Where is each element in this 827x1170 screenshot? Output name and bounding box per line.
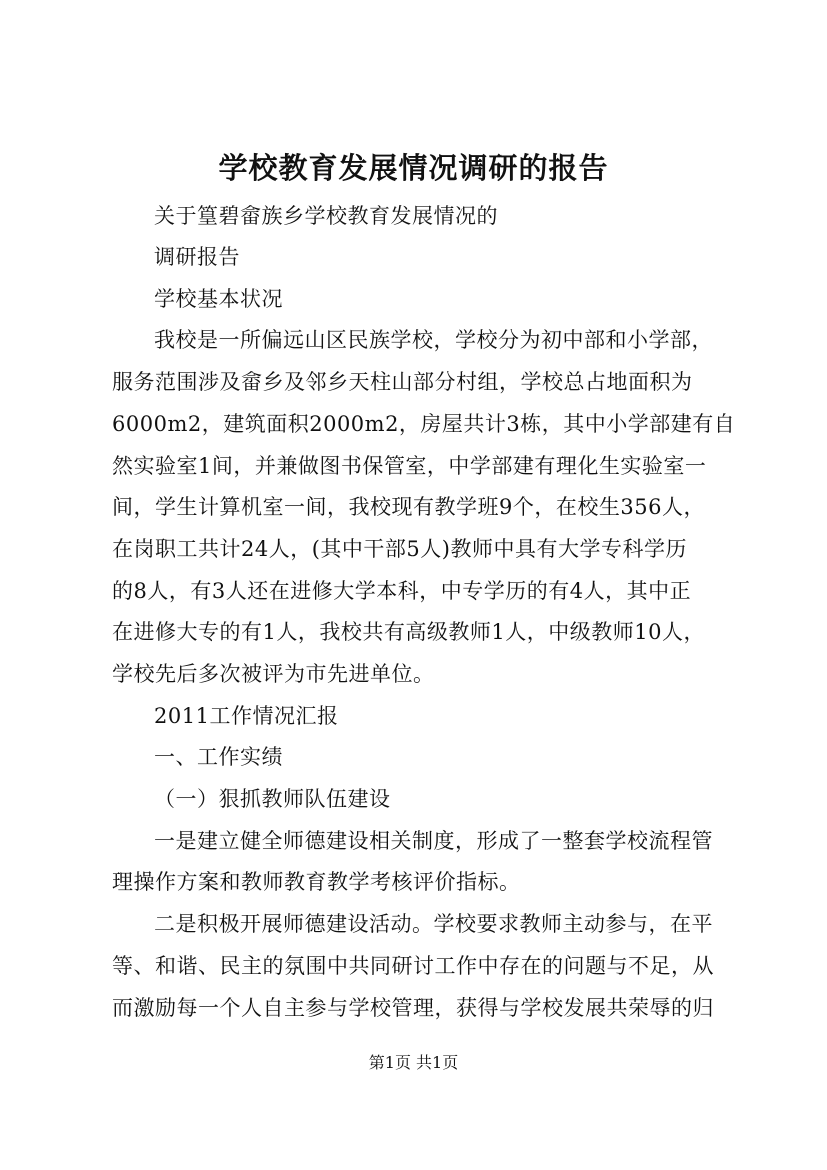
page-footer: 第1页 共1页	[368, 1053, 459, 1072]
subtitle-line-2: 调研报告	[154, 245, 240, 269]
paragraph-line: 6000m2，建筑面积2000m2，房屋共计3栋，其中小学部建有自	[112, 412, 736, 436]
document-title: 学校教育发展情况调研的报告	[218, 151, 609, 185]
paragraph-line: 我校是一所偏远山区民族学校，学校分为初中部和小学部，	[154, 328, 713, 352]
paragraph-line: 一是建立健全师德建设相关制度，形成了一整套学校流程管	[154, 829, 713, 853]
paragraph-line: 理操作方案和教师教育教学考核评价指标。	[112, 870, 521, 894]
section-heading: （一）狠抓教师队伍建设	[154, 787, 391, 811]
subtitle-line-1: 关于篁碧畲族乡学校教育发展情况的	[154, 204, 498, 228]
paragraph-line: 学校先后多次被评为市先进单位。	[112, 662, 435, 686]
paragraph-line: 服务范围涉及畲乡及邻乡天柱山部分村组，学校总占地面积为	[112, 370, 693, 394]
paragraph-line: 二是积极开展师德建设活动。学校要求教师主动参与，在平	[154, 912, 713, 936]
paragraph-line: 的8人，有3人还在进修大学本科，中专学历的有4人，其中正	[112, 579, 692, 603]
paragraph-line: 在进修大专的有1人，我校共有高级教师1人，中级教师10人，	[112, 620, 705, 644]
section-heading: 一、工作实绩	[154, 745, 283, 769]
section-heading: 2011工作情况汇报	[154, 704, 339, 728]
paragraph-line: 等、和谐、民主的氛围中共同研讨工作中存在的问题与不足，从	[112, 954, 714, 978]
paragraph-line: 在岗职工共计24人，(其中干部5人)教师中具有大学专科学历	[112, 537, 687, 561]
section-heading: 学校基本状况	[154, 287, 283, 311]
paragraph-line: 间，学生计算机室一间，我校现有教学班9个，在校生356人，	[112, 495, 705, 519]
paragraph-line: 而激励每一个人自主参与学校管理，获得与学校发展共荣辱的归	[112, 996, 714, 1020]
paragraph-line: 然实验室1间，并兼做图书保管室，中学部建有理化生实验室一	[112, 454, 707, 478]
